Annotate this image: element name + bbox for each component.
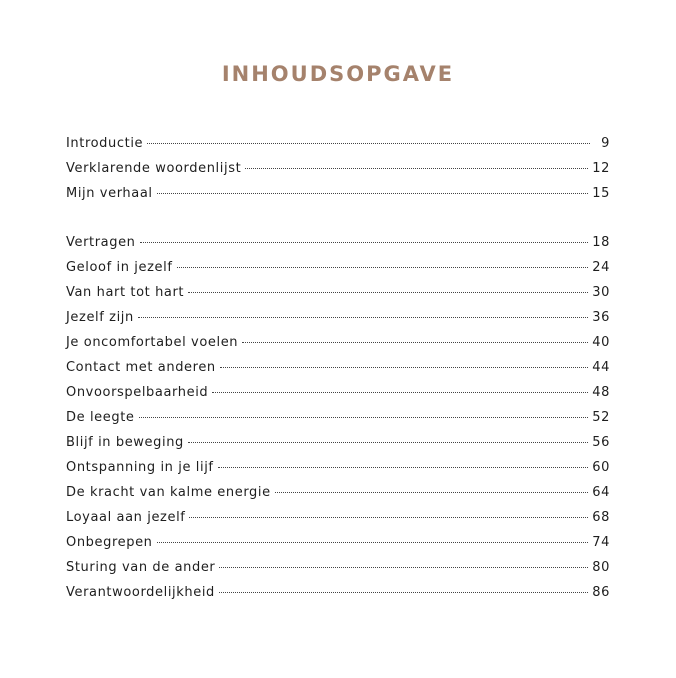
dot-leader <box>220 367 588 368</box>
toc-entry[interactable] <box>66 186 610 211</box>
toc-entry-label: Van hart tot hart <box>66 285 185 300</box>
section-gap <box>66 211 610 235</box>
toc-entry-page: 9 <box>601 136 610 151</box>
page-title: INHOUDSOPGAVE <box>221 62 455 86</box>
toc-entry-label: Onvoorspelbaarheid <box>66 385 209 400</box>
toc-entry[interactable] <box>66 285 610 310</box>
toc-entry-label: Sturing van de ander <box>66 560 216 575</box>
toc-entry-label: Geloof in jezelf <box>66 260 173 275</box>
toc-entry[interactable] <box>66 510 610 535</box>
toc-entry-page: 60 <box>592 460 610 475</box>
toc-group-front-matter <box>66 136 610 211</box>
toc-entry-page: 56 <box>592 435 610 450</box>
dot-leader <box>189 517 588 518</box>
toc-entry-label: Introductie <box>66 136 144 151</box>
toc-entry-label: Verklarende woordenlijst <box>66 161 242 176</box>
toc-entry[interactable] <box>66 235 610 260</box>
dot-leader <box>157 542 589 543</box>
dot-leader <box>147 143 590 144</box>
toc-entry[interactable] <box>66 585 610 610</box>
toc-entry-page: 18 <box>592 235 610 250</box>
toc-entry-page: 40 <box>592 335 610 350</box>
toc-entry[interactable] <box>66 560 610 585</box>
dot-leader <box>177 267 589 268</box>
toc-entry[interactable] <box>66 335 610 360</box>
toc-entry-page: 36 <box>592 310 610 325</box>
dot-leader <box>218 467 589 468</box>
toc-entry-label: Onbegrepen <box>66 535 153 550</box>
toc-entry-page: 15 <box>592 186 610 201</box>
toc-entry-page: 68 <box>592 510 610 525</box>
dot-leader <box>245 168 588 169</box>
toc-entry-label: De kracht van kalme energie <box>66 485 271 500</box>
toc-entry[interactable] <box>66 410 610 435</box>
toc-group-chapters <box>66 235 610 610</box>
toc-entry-page: 30 <box>592 285 610 300</box>
toc-entry-label: Vertragen <box>66 235 136 250</box>
toc-entry-label: Blijf in beweging <box>66 435 184 450</box>
dot-leader <box>219 592 588 593</box>
dot-leader <box>188 442 588 443</box>
dot-leader <box>242 342 588 343</box>
toc-entry[interactable] <box>66 161 610 186</box>
dot-leader <box>140 242 589 243</box>
toc-entry-page: 64 <box>592 485 610 500</box>
toc-entry-page: 44 <box>592 360 610 375</box>
toc-entry[interactable] <box>66 136 610 161</box>
toc-entry-page: 80 <box>592 560 610 575</box>
table-of-contents <box>66 136 610 610</box>
dot-leader <box>138 317 588 318</box>
toc-entry[interactable] <box>66 435 610 460</box>
toc-entry-page: 86 <box>592 585 610 600</box>
toc-entry[interactable] <box>66 535 610 560</box>
dot-leader <box>188 292 588 293</box>
toc-entry[interactable] <box>66 460 610 485</box>
toc-entry[interactable] <box>66 485 610 510</box>
toc-entry-label: Ontspanning in je lijf <box>66 460 214 475</box>
dot-leader <box>212 392 588 393</box>
toc-entry[interactable] <box>66 385 610 410</box>
dot-leader <box>219 567 588 568</box>
toc-entry-label: De leegte <box>66 410 135 425</box>
toc-entry[interactable] <box>66 310 610 335</box>
toc-entry-page: 12 <box>592 161 610 176</box>
toc-entry-label: Jezelf zijn <box>66 310 134 325</box>
toc-entry[interactable] <box>66 260 610 285</box>
toc-entry-page: 24 <box>592 260 610 275</box>
toc-entry-label: Verantwoordelijkheid <box>66 585 215 600</box>
dot-leader <box>275 492 589 493</box>
dot-leader <box>157 193 589 194</box>
toc-entry-page: 52 <box>592 410 610 425</box>
toc-entry[interactable] <box>66 360 610 385</box>
dot-leader <box>139 417 589 418</box>
toc-entry-label: Je oncomfortabel voelen <box>66 335 239 350</box>
toc-entry-page: 48 <box>592 385 610 400</box>
toc-entry-label: Mijn verhaal <box>66 186 153 201</box>
toc-entry-label: Contact met anderen <box>66 360 216 375</box>
toc-entry-page: 74 <box>592 535 610 550</box>
toc-entry-label: Loyaal aan jezelf <box>66 510 186 525</box>
